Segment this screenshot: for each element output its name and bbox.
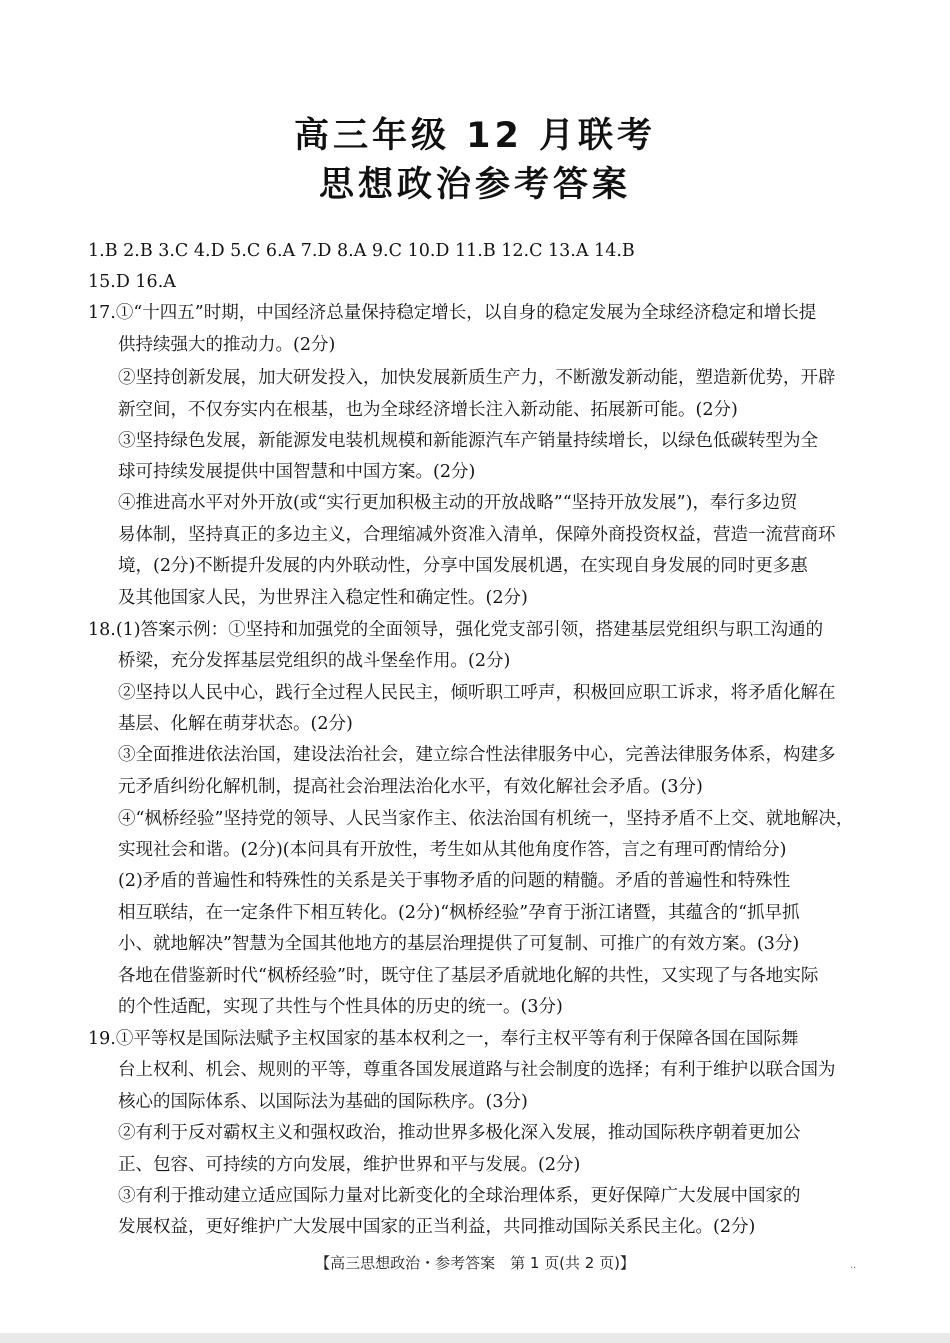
q17-line: ③坚持绿色发展，新能源发电装机规模和新能源汽车产销量持续增长，以绿色低碳转型为全 [118, 431, 818, 451]
scan-edge-divider [0, 1333, 950, 1343]
q17-line: 17.①“十四五”时期，中国经济总量保持稳定增长，以自身的稳定发展为全球经济稳定和增长提 [88, 303, 817, 323]
q18-line: 桥梁，充分发挥基层党组织的战斗堡垒作用。(2分) [118, 651, 511, 671]
q19-line: 核心的国际体系、以国际法为基础的国际秩序。(3分) [118, 1092, 528, 1112]
choice-answers-line-2: 15.D 16.A [88, 272, 176, 292]
choice-answers-line-1: 1.B 2.B 3.C 4.D 5.C 6.A 7.D 8.A 9.C 10.D 11.B 12.C 13.A 14.B [88, 241, 635, 261]
q19-line: 19.①平等权是国际法赋予主权国家的基本权利之一，奉行主权平等有利于保障各国在国际舞 [88, 1029, 799, 1049]
q17-line: 境，(2分)不断提升发展的内外联动性，分享中国发展机遇，在实现自身发展的同时更多惠 [118, 556, 808, 576]
q18-line: 实现社会和谐。(2分)(本问具有开放性，考生如从其他角度作答，言之有理可酌情给分) [118, 840, 787, 860]
q17-line: 供持续强大的推动力。(2分) [118, 335, 336, 355]
q18-line: 相互联结，在一定条件下相互转化。(2分)“枫桥经验”孕育于浙江诸暨，其蕴含的“抓早抓 [118, 903, 800, 923]
q18-line: (2)矛盾的普遍性和特殊性的关系是关于事物矛盾的问题的精髓。矛盾的普遍性和特殊性 [118, 871, 791, 891]
q18-line: ④“枫桥经验”坚持党的领导、人民当家作主、依法治国有机统一，坚持矛盾不上交、就地解决， [118, 809, 854, 829]
q18-line: 元矛盾纠纷化解机制，提高社会治理法治化水平，有效化解社会矛盾。(3分) [118, 777, 703, 797]
q17-line: 球可持续发展提供中国智慧和中国方案。(2分) [118, 462, 476, 482]
q19-line: 正、包容、可持续的方向发展，维护世界和平与发展。(2分) [118, 1155, 581, 1175]
q17-line: 及其他国家人民，为世界注入稳定性和确定性。(2分) [118, 588, 528, 608]
q18-line: ②坚持以人民中心，践行全过程人民民主，倾听职工呼声，积极回应职工诉求，将矛盾化解在 [118, 683, 836, 703]
q18-line: 基层、化解在萌芽状态。(2分) [118, 714, 353, 734]
page-footer: 【高三思想政治・参考答案 第 1 页(共 2 页)】 [315, 1254, 635, 1272]
q19-line: ②有利于反对霸权主义和强权政治，推动世界多极化深入发展，推动国际秩序朝着更加公 [118, 1123, 801, 1143]
q17-line: ②坚持创新发展，加大研发投入，加快发展新质生产力，不断激发新动能，塑造新优势，开辟 [118, 368, 836, 388]
q17-line: 新空间，不仅夯实内在根基，也为全球经济增长注入新动能、拓展新可能。(2分) [118, 400, 738, 420]
q18-line: 各地在借鉴新时代“枫桥经验”时，既守住了基层矛盾就地化解的共性，又实现了与各地实际 [118, 966, 819, 986]
q18-line: ③全面推进依法治国，建设法治社会，建立综合性法律服务中心，完善法律服务体系，构建多 [118, 745, 836, 765]
q18-line: 小、就地解决”智慧为全国其他地方的基层治理提供了可复制、可推广的有效方案。(3分) [118, 934, 800, 954]
page-subtitle: 思想政治参考答案 [318, 165, 631, 205]
footer-mark: .. [850, 1260, 857, 1271]
q19-line: ③有利于推动建立适应国际力量对比新变化的全球治理体系，更好保障广大发展中国家的 [118, 1186, 801, 1206]
q18-line: 18.(1)答案示例：①坚持和加强党的全面领导，强化党支部引领，搭建基层党组织与职工沟通的 [88, 620, 824, 640]
q19-line: 发展权益，更好维护广大发展中国家的正当利益，共同推动国际关系民主化。(2分) [118, 1217, 756, 1237]
q17-line: 易体制，坚持真正的多边主义，合理缩减外资准入清单，保障外商投资权益，营造一流营商环 [118, 525, 836, 545]
q18-line: 的个性适配，实现了共性与个性具体的历史的统一。(3分) [118, 997, 563, 1017]
page-title: 高三年级 12 月联考 [293, 116, 657, 156]
q19-line: 台上权利、机会、规则的平等，尊重各国发展道路与社会制度的选择；有利于维护以联合国为 [118, 1060, 836, 1080]
q17-line: ④推进高水平对外开放(或“实行更加积极主动的开放战略”“坚持开放发展”)，奉行多边贸 [118, 493, 798, 513]
